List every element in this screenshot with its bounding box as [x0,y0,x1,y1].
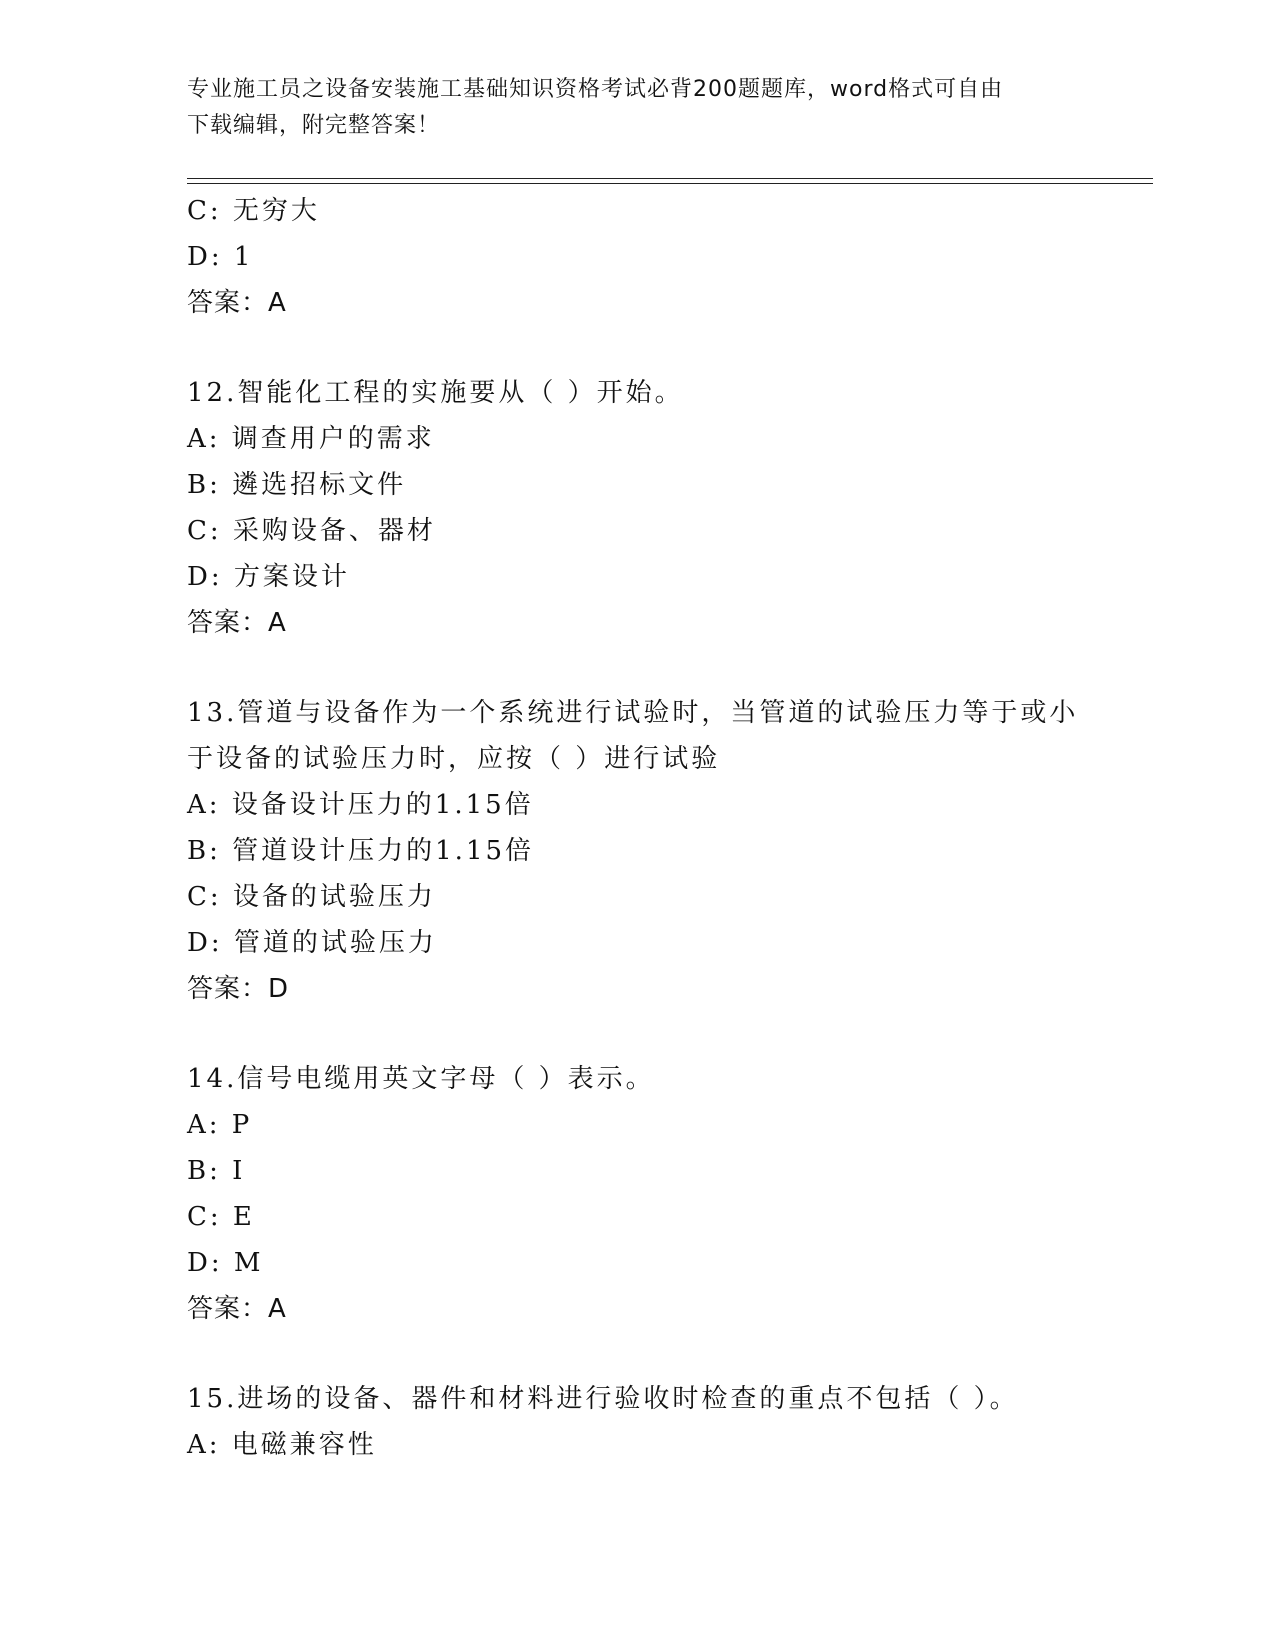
option-c: C: 无穷大 [187,196,320,226]
spacer [187,326,1087,370]
document-body [187,188,1087,1468]
option-c: C: 设备的试验压力 [187,882,436,912]
option-d: D: 1 [187,242,254,272]
spacer [187,1332,1087,1376]
option-a: A: 电磁兼容性 [187,1430,377,1460]
spacer [187,1012,1087,1056]
header-title-line-1: 专业施工员之设备安装施工基础知识资格考试必背200题题库，word格式可自由 [187,77,1004,102]
option-c: C: 采购设备、器材 [187,516,436,546]
header-title-line-2: 下载编辑，附完整答案！ [187,113,441,138]
question-stem: 12.智能化工程的实施要从（ ）开始。 [187,378,684,408]
question-12 [187,370,1087,646]
question-stem: 15.进场的设备、器件和材料进行验收时检查的重点不包括（ ）。 [187,1384,1019,1414]
option-a: A: 调查用户的需求 [187,424,435,454]
document-header [187,72,1087,144]
answer: 答案：A [187,608,287,638]
option-a: A: 设备设计压力的1.15倍 [187,790,534,820]
question-stem-line-2: 于设备的试验压力时，应按（ ）进行试验 [187,744,721,774]
option-d: D: 方案设计 [187,562,350,592]
question-13 [187,690,1087,1012]
option-c: C: E [187,1202,255,1232]
header-rule-top [187,178,1153,179]
header-rule-bottom [187,183,1153,184]
option-b: B: I [187,1156,246,1186]
answer: 答案：D [187,974,290,1004]
question-stem: 14.信号电缆用英文字母（ ）表示。 [187,1064,655,1094]
option-a: A: P [187,1110,253,1140]
question-stem-line-1: 13.管道与设备作为一个系统进行试验时，当管道的试验压力等于或小 [187,698,1079,728]
answer: 答案：A [187,1294,287,1324]
option-d: D: 管道的试验压力 [187,928,437,958]
answer: 答案：A [187,288,287,318]
question-14 [187,1056,1087,1332]
question-15 [187,1376,1087,1468]
option-b: B: 管道设计压力的1.15倍 [187,836,535,866]
spacer [187,646,1087,690]
question-11-continued [187,188,1087,326]
option-d: D: M [187,1248,264,1278]
option-b: B: 遴选招标文件 [187,470,407,500]
